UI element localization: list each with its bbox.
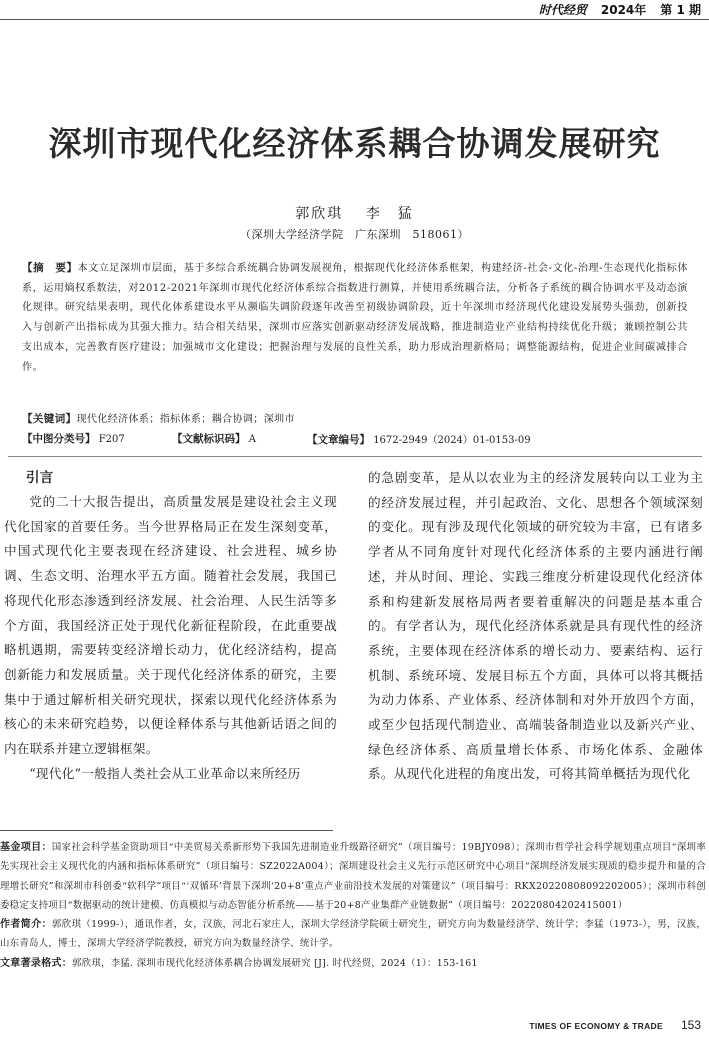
footnote-label: 文章著录格式： [0,957,73,969]
footnote-label: 基金项目： [0,842,52,853]
author-name: 郭欣琪 [295,206,344,222]
running-header [539,0,701,18]
footnote-text: 郭欣琪，李猛. 深圳市现代化经济体系耦合协调发展研究 [J]. 时代经贸，2024（1）：153-161 [72,957,478,969]
classification-line [22,431,688,447]
footnote-text: 郭欣琪（1999-），通讯作者，女，汉族，河北石家庄人，深圳大学经济学院硕士研究生，研究方向为数量经济学、统计学；李猛（1973-），男，汉族，山东青岛人，博士，深圳大学经济学院教授，研究方向为数量经济学、统计学。 [0,919,706,950]
journal-name-english: TIMES OF ECONOMY & TRADE [529,1021,663,1031]
abstract [22,259,688,377]
author-list [0,203,709,223]
issue-year: 2024年 [600,2,647,17]
abstract-text: 本文立足深圳市层面，基于多综合系统耦合协调发展视角，根据现代化经济体系框架，构建经济-社会-文化-治理-生态现代化指标体系，运用熵权系数法，对2012-2021年深圳市现代化经济体系综合指数进行测算，并使用系统耦合法，分析各子系统的耦合协调水平及动态演化规律。研究结果表明，现代化体系建设水平从濒临失调阶段逐年改善至初级协调阶段，近十年深圳市经济现代化建设发展势头强劲，创新投入与创新产出指标成为其强大推力。结合相关结果，深圳市应落实创新驱动经济发展战略，推进制造业产业结构持续优化升级；兼顾控制公共支出成本，完善教育医疗建设；加强城市文化建设；把握治理与发展的良性关系，助力形成治理新格局；调整能源结构，促进企业间碳减排合作。 [22,263,688,373]
body-column-right [368,466,703,787]
body-column-left [4,466,337,786]
article-number-label: 【文章编号】 [307,434,370,446]
keywords-text: 现代化经济体系；指标体系；耦合协调；深圳市 [76,414,295,425]
keywords [22,410,688,426]
body-paragraph: 党的二十大报告提出，高质量发展是建设社会主义现代化国家的首要任务。当今世界格局正在发生深刻变革，中国式现代化主要表现在经济建设、社会进程、城乡协调、生态文明、治理水平五方面。随着社会发展，我国已将现代化形态渗透到经济发展、社会治理、人民生活等多个方面，我国经济正处于现代化新征程阶段，在此重要战略机遇期，需要转变经济增长动力，优化经济结构，提高创新能力和发展质量。关于现代化经济体系的研究，主要集中于通过解析相关研究现状，探索以现代化经济体系为核心的未来研究趋势，以便诠释体系与其他新话语之间的内在联系并建立逻辑框架。 [4,494,337,757]
page-footer [529,1018,701,1032]
abstract-label: 【摘 要】 [22,262,78,274]
footnote-rule [0,830,333,831]
doc-code-label: 【文献标识码】 [172,433,246,445]
footnote-author-bio [0,915,706,954]
article-number-value: 1672-2949（2024）01-0153-09 [373,435,531,446]
section-heading: 引言 [26,470,54,486]
issue-number: 第 1 期 [660,2,701,17]
clc-label: 【中图分类号】 [22,433,96,445]
clc-value: F207 [98,434,125,445]
body-paragraph: “现代化”一般指人类社会从工业革命以来所经历 [29,765,301,781]
abstract-separator [8,456,702,457]
article-title: 深圳市现代化经济体系耦合协调发展研究 [48,124,661,163]
header-rule [0,19,709,20]
footnote-funding [0,838,706,915]
footnote-citation [0,954,706,973]
doc-code-value: A [248,434,256,445]
body-paragraph: 的急剧变革，是从以农业为主的经济发展转向以工业为主的经济发展过程，并引起政治、文化、思想各个领域深刻的变化。现有涉及现代化领域的研究较为丰富，已有诸多学者从不同角度针对现代化经济体系的主要内涵进行阐述，并从时间、理论、实践三维度分析建设现代化经济体系和构建新发展格局两者要着重解决的问题是基本重合的。有学者认为，现代化经济体系就是具有现代性的经济系统，主要体现在经济体系的增长动力、要素结构、运行机制、系统环境、发展目标五个方面，具体可以将其概括为动力体系、产业体系、经济体制和对外开放四个方面，或至少包括现代制造业、高端装备制造业以及新兴产业、绿色经济体系、高质量增长体系、市场化体系、金融体系。从现代化进程的角度出发，可将其简单概括为现代化 [368,470,703,782]
page-number: 153 [680,1018,701,1032]
footnote-label: 作者简介： [0,919,53,931]
journal-name: 时代经贸 [538,2,587,17]
footnotes [0,838,706,973]
author-name: 李 猛 [365,206,414,222]
keywords-label: 【关键词】 [22,413,77,425]
footnote-text: 国家社会科学基金资助项目“中美贸易关系新形势下我国先进制造业升级路径研究”（项目编号：19BJY098）；深圳市哲学社会科学规划重点项目“深圳率先实现社会主义现代化的内涵和指标体系研究”（项目编号：SZ2022A004）；深圳建设社会主义先行示范区研究中心项目“深圳经济发展实现质的稳步提升和量的合理增长研究”和深圳市科创委“软科学”项目“‘双循环’背景下深圳‘20+8’重点产业前沿技术发展的对策建议”（项目编号：RKX20220808092202005）；深圳市科创委稳定支持项目“数据驱动的统计建模、仿真模拟与动态智能分析系统——基于20+8产业集群产业链数据”（项目编号：20220804202415001） [0,842,706,911]
affiliation: （深圳大学经济学院 广东深圳 518061） [240,228,469,241]
